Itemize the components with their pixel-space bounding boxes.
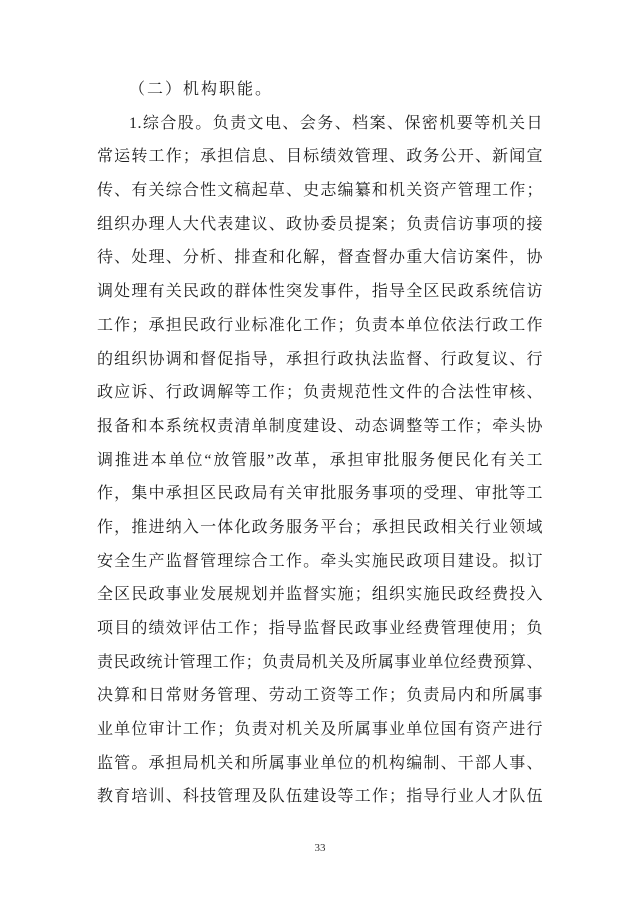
text-line: 作，集中承担区民政局有关审批服务事项的受理、审批等工 [97,485,543,503]
text-line: 业单位审计工作；负责对机关及所属事业单位国有资产进行 [97,721,543,739]
section-heading: （二）机构职能。 [129,81,274,98]
text-line: 的组织协调和督促指导，承担行政执法监督、行政复议、行 [97,350,543,368]
text-line: 作，推进纳入一体化政务服务平台；承担民政相关行业领域 [97,518,543,536]
text-line: 项目的绩效评估工作；指导监督民政事业经费管理使用；负 [97,620,543,637]
page-footer [0,838,640,856]
text-line: 调推进本单位“放管服”改革，承担审批服务便民化有关工 [97,451,543,469]
text-line: 安全生产监督管理综合工作。牵头实施民政项目建设。拟订 [97,552,543,570]
text-line: 政应诉、行政调解等工作；负责规范性文件的合法性审核、 [97,384,543,402]
text-line: 1.综合股。负责文电、会务、档案、保密机要等机关日 [129,114,543,132]
page-number: 33 [314,842,326,854]
text-line: 教育培训、科技管理及队伍建设等工作；指导行业人才队伍 [97,788,543,806]
text-line: 待、处理、分析、排查和化解，督查督办重大信访案件，协 [97,249,543,267]
text-line: 组织办理人大代表建议、政协委员提案；负责信访事项的接 [97,215,543,233]
text-line: 全区民政事业发展规划并监督实施；组织实施民政经费投入 [97,586,543,604]
document-body [97,73,543,814]
text-line: 常运转工作；承担信息、目标绩效管理、政务公开、新闻宣 [97,148,543,166]
text-line: 责民政统计管理工作；负责局机关及所属事业单位经费预算、 [97,653,543,671]
text-line: 传、有关综合性文稿起草、史志编纂和机关资产管理工作； [97,182,543,200]
text-line: 报备和本系统权责清单制度建设、动态调整等工作；牵头协 [97,417,543,435]
text-line: 工作；承担民政行业标准化工作；负责本单位依法行政工作 [97,316,543,334]
text-line: 调处理有关民政的群体性突发事件，指导全区民政系统信访 [97,283,543,301]
text-line: 决算和日常财务管理、劳动工资等工作；负责局内和所属事 [97,687,543,705]
text-line: 监管。承担局机关和所属事业单位的机构编制、干部人事、 [97,754,543,772]
